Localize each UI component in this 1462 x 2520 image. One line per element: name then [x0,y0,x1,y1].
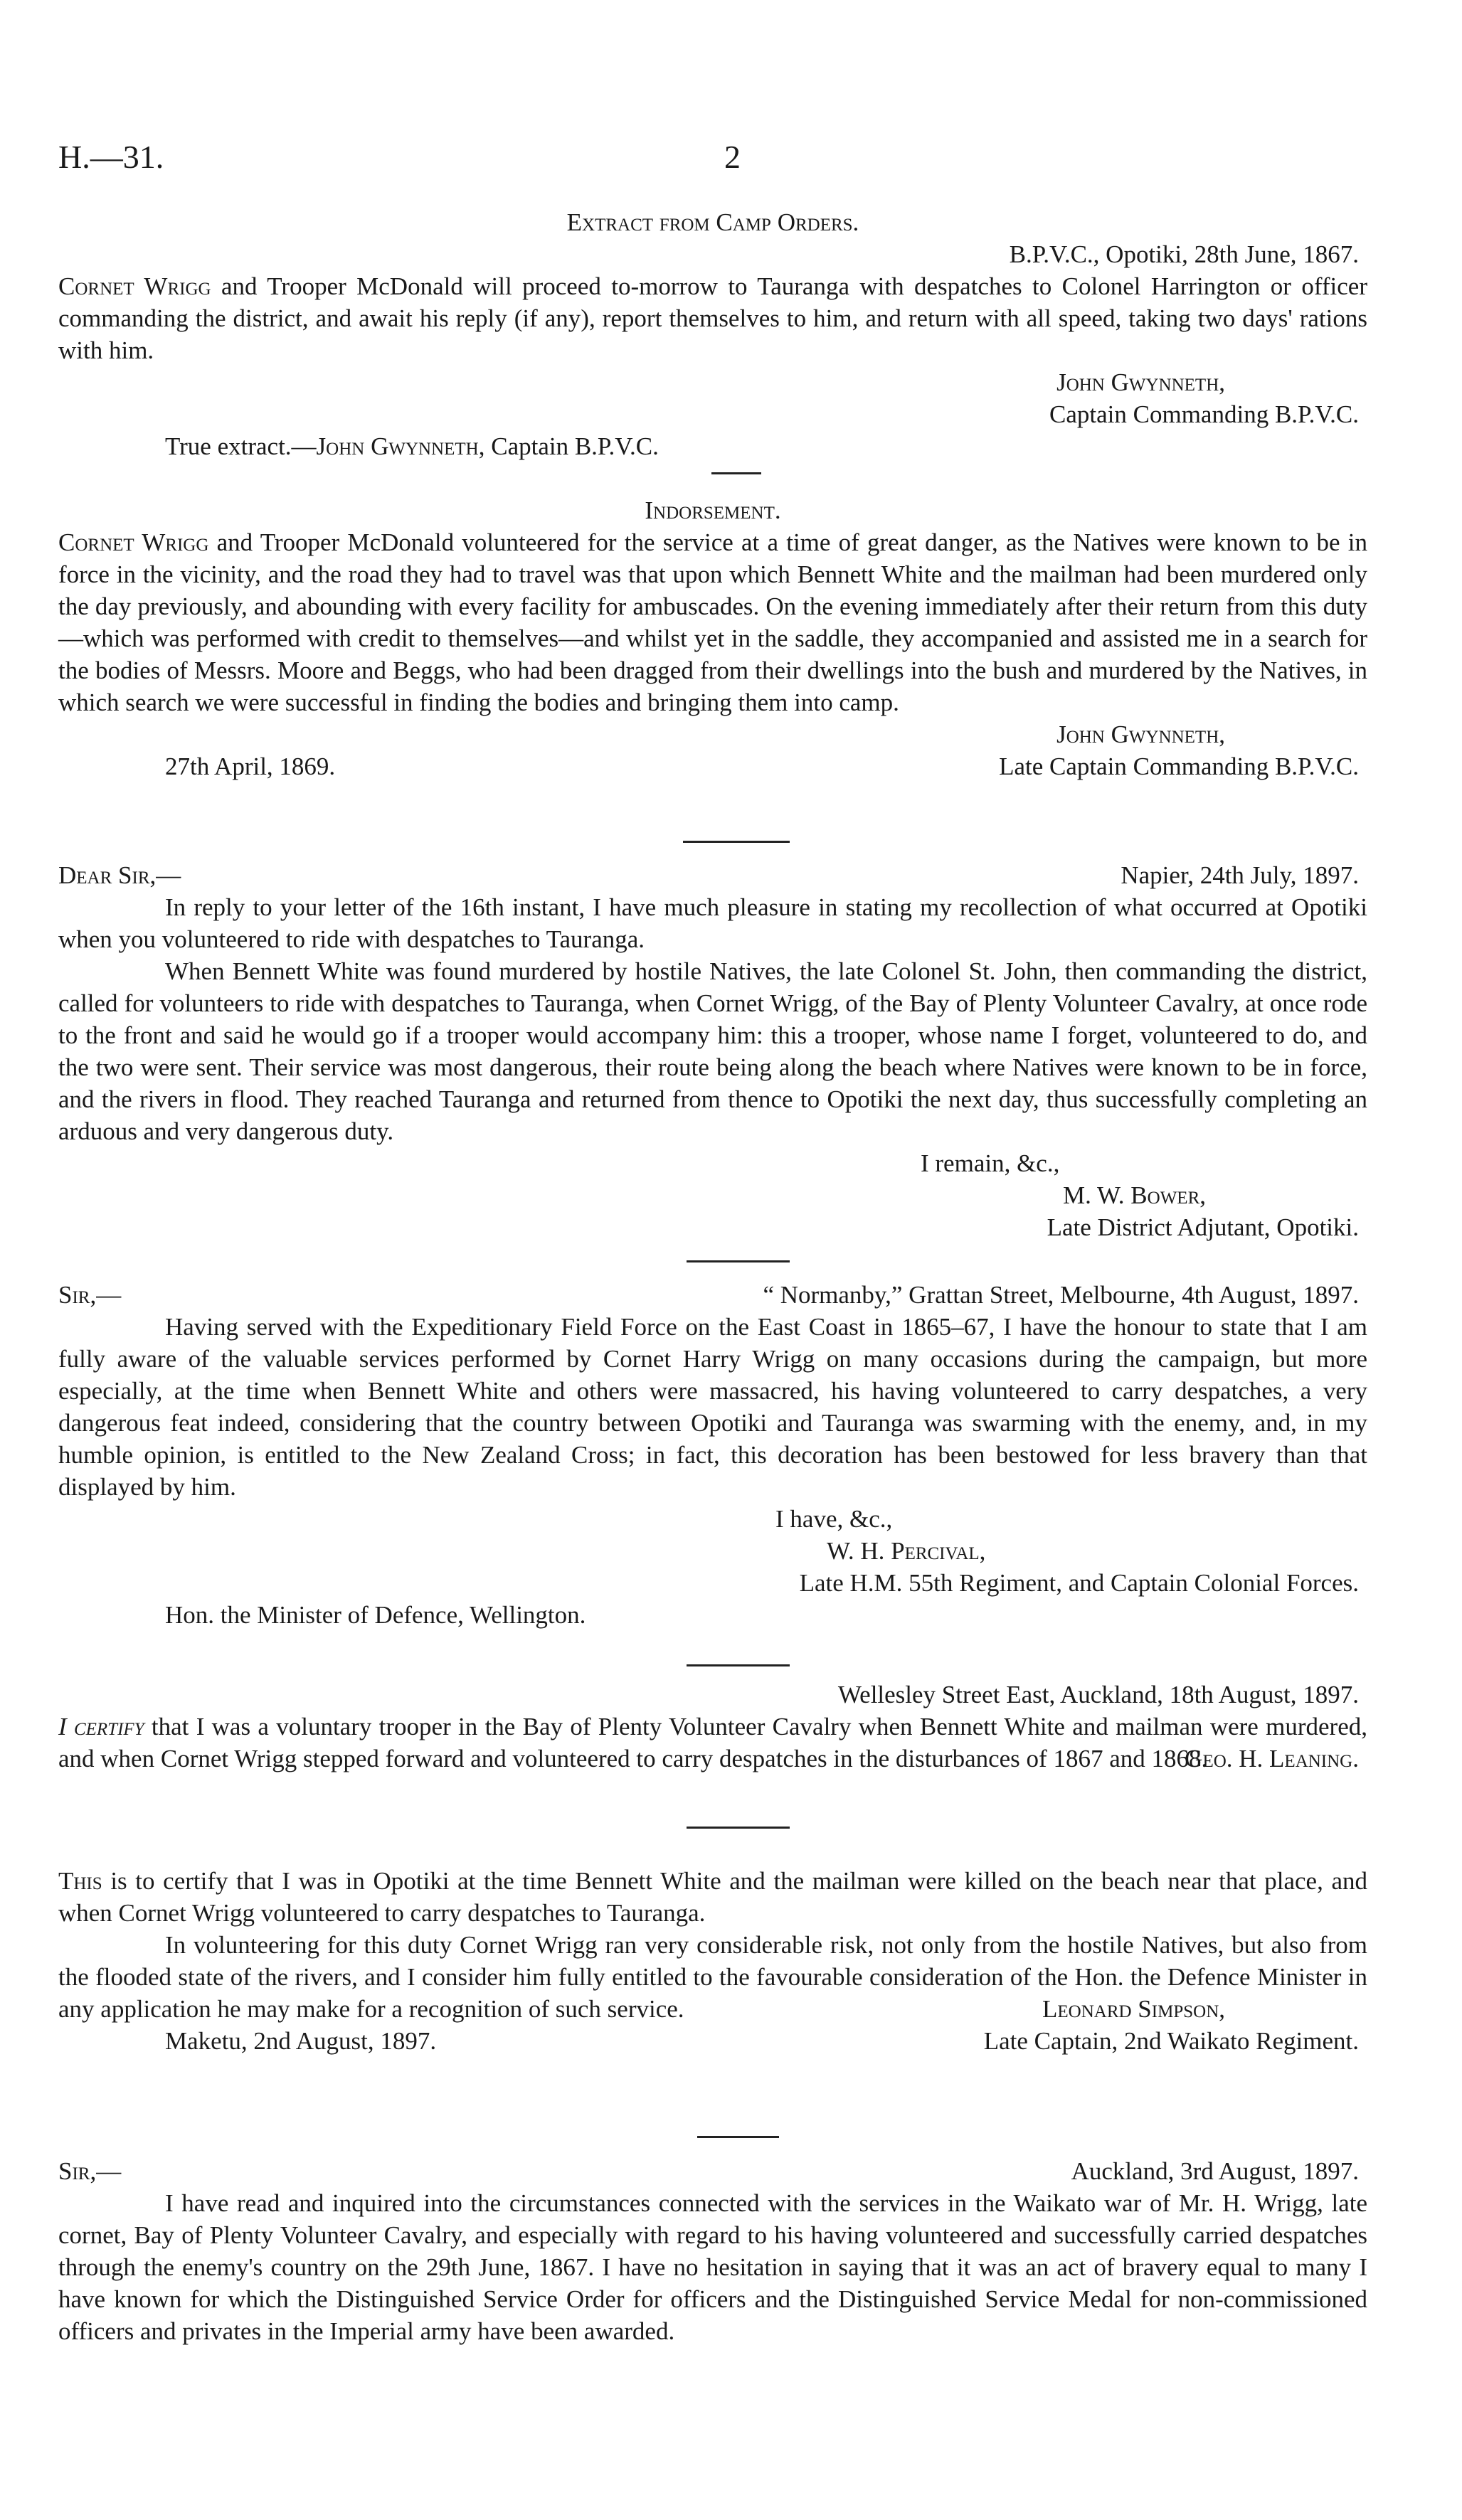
auckland-place-date: Auckland, 3rd August, 1897. [1071,2157,1359,2185]
bower-paragraph-2: When Bennett White was found murdered by hostile Natives, the late Colonel St. John, then commanding the district, called for volunteers to ride with despatches to Tauranga, when Cornet Wrigg, of the Bay of Plenty Volunteer Cavalry, at once rode to the front and said he would go if a trooper would accompany him: this a trooper, whose name I forget, volunteered to do, and the two were sent. Their service was most dangerous, their route being along the beach where Natives were known to be in force, and the rivers in flood. They reached Tauranga and returned from thence to Opotiki the next day, thus successfully completing an arduous and very dangerous duty. [58,957,1367,1145]
extract-text: and Trooper McDonald will proceed to-morrow to Tauranga with despatches to Colonel Harrington or officer commanding the district, and await his reply (if any), report themselves to him, and return with all speed, taking two days' rations with him. [58,272,1367,364]
percival-signature-name: W. H. Percival, [827,1537,986,1565]
auckland-header-row [58,2155,1367,2187]
bower-signature-title: Late District Adjutant, Opotiki. [1047,1213,1359,1241]
simpson-paragraph-2: In volunteering for this duty Cornet Wrigg ran very considerable risk, not only from the hostile Natives, but also from the flooded state of the rivers, and I consider him fully entitled to the favourable consideration of the Hon. the Defence Minister in any application he may make for a recognition of such service. [58,1931,1367,2023]
divider-rule [697,2136,779,2138]
bower-header-row [58,859,1367,891]
auckland-salutation: Sir,— [58,2157,122,2185]
simpson-place-date: Maketu, 2nd August, 1897. [165,2027,437,2055]
divider-rule [687,1260,790,1262]
simpson-paragraph-1: This is to certify that I was in Opotiki at the time Bennett White and the mailman were killed on the beach near that place, and when Cornet Wrigg volunteered to carry despatches to Tauranga. [58,1867,1367,1927]
bower-paragraph-1: In reply to your letter of the 16th instant, I have much pleasure in stating my recollection of what occurred at Opotiki when you volunteered to ride with despatches to Tauranga. [58,893,1367,953]
leaning-place-date: Wellesley Street East, Auckland, 18th August, 1897. [837,1681,1359,1708]
leaning-certificate [58,1679,1367,1775]
extract-signature-title: Captain Commanding B.P.V.C. [1049,400,1359,428]
simpson-certificate [58,1865,1367,2057]
document-code: H.—31. [58,139,164,175]
indorsement-signature-name: John Gwynneth, [1056,721,1225,748]
indorsement-date-row [58,750,1367,782]
divider-rule [687,1827,790,1829]
indorsement-signature-title: Late Captain Commanding B.P.V.C. [999,753,1359,780]
divider-rule [687,1664,790,1666]
percival-salutation: Sir,— [58,1281,122,1309]
bower-signature-name: M. W. Bower, [1063,1181,1207,1209]
leaning-signature: Geo. H. Leaning. [1185,1745,1359,1772]
indorsement-heading: Indorsement. [645,496,781,524]
true-extract-line: True extract.—John Gwynneth, Captain B.P.V.C. [165,432,659,460]
extract-section [58,206,1367,462]
auckland-paragraph-1: I have read and inquired into the circumstances connected with the services in the Waikato war of Mr. H. Wrigg, late cornet, Bay of Plenty Volunteer Cavalry, and especially with regard to his having volunteered and successfully carried despatches through the enemy's country on the 29th June, 1867. I have no hesitation in saying that it was an act of bravery equal to many I have known for which the Distinguished Service Order for officers and the Distinguished Service Medal for non-commissioned officers and privates in the Imperial army have been awarded. [58,2189,1367,2345]
percival-addressee: Hon. the Minister of Defence, Wellington. [165,1601,586,1629]
page-number: 2 [724,139,741,175]
indorsement-date: 27th April, 1869. [165,753,336,780]
bower-salutation: Dear Sir,— [58,861,181,889]
percival-closing: I have, &c., [775,1505,893,1533]
percival-place-date: “ Normanby,” Grattan Street, Melbourne, 4th August, 1897. [763,1281,1359,1309]
extract-body [58,270,1367,366]
extract-lead: Cornet Wrigg [58,272,211,300]
divider-rule [683,841,790,843]
simpson-signature-title: Late Captain, 2nd Waikato Regiment. [983,2027,1359,2055]
extract-place-date: B.P.V.C., Opotiki, 28th June, 1867. [1009,240,1359,268]
percival-paragraph-1: Having served with the Expeditionary Field Force on the East Coast in 1865–67, I have the honour to state that I am fully aware of the valuable services performed by Cornet Harry Wrigg on many occasions during the campaign, but more especially, at the time when Bennett White and others were massacred, his having volunteered to carry despatches, a very dangerous feat indeed, considering that the country between Opotiki and Tauranga was swarming with the enemy, and, in my humble opinion, is entitled to the New Zealand Cross; in fact, this decoration has been bestowed for less bravery than that displayed by him. [58,1313,1367,1501]
percival-signature-title: Late H.M. 55th Regiment, and Captain Colonial Forces. [799,1569,1359,1597]
extract-signature-name: John Gwynneth, [1056,368,1225,396]
auckland-letter [58,2155,1367,2347]
percival-header-row [58,1279,1367,1311]
indorsement-section [58,494,1367,782]
extract-heading: Extract from Camp Orders. [566,208,859,236]
indorsement-body: Cornet Wrigg and Trooper McDonald volunteered for the service at a time of great danger, as the Natives were known to be in force in the vicinity, and the road they had to travel was that upon which Bennett White and the mailman had been murdered only the day previously, and abounding with every facility for ambuscades. On the evening immediately after their return from this duty—which was performed with credit to themselves—and whilst yet in the saddle, they accompanied and assisted me in a search for the bodies of Messrs. Moore and Beggs, who had been dragged from their dwellings into the bush and murdered by the Natives, in which search we were successful in finding the bodies and bringing them into camp. [58,528,1367,716]
bower-letter [58,859,1367,1243]
bower-closing: I remain, &c., [921,1149,1060,1177]
percival-letter [58,1279,1367,1631]
divider-rule [711,472,761,474]
bower-place-date: Napier, 24th July, 1897. [1121,861,1359,889]
simpson-signature-name: Leonard Simpson, [1042,1995,1225,2023]
leaning-body: I certify that I was a voluntary trooper in the Bay of Plenty Volunteer Cavalry when Bennett White and mailman were murdered, and when Cornet Wrigg stepped forward and volunteered to carry despatches in the disturbances of 1867 and 1868. [58,1713,1367,1772]
simpson-date-row [58,2025,1367,2057]
